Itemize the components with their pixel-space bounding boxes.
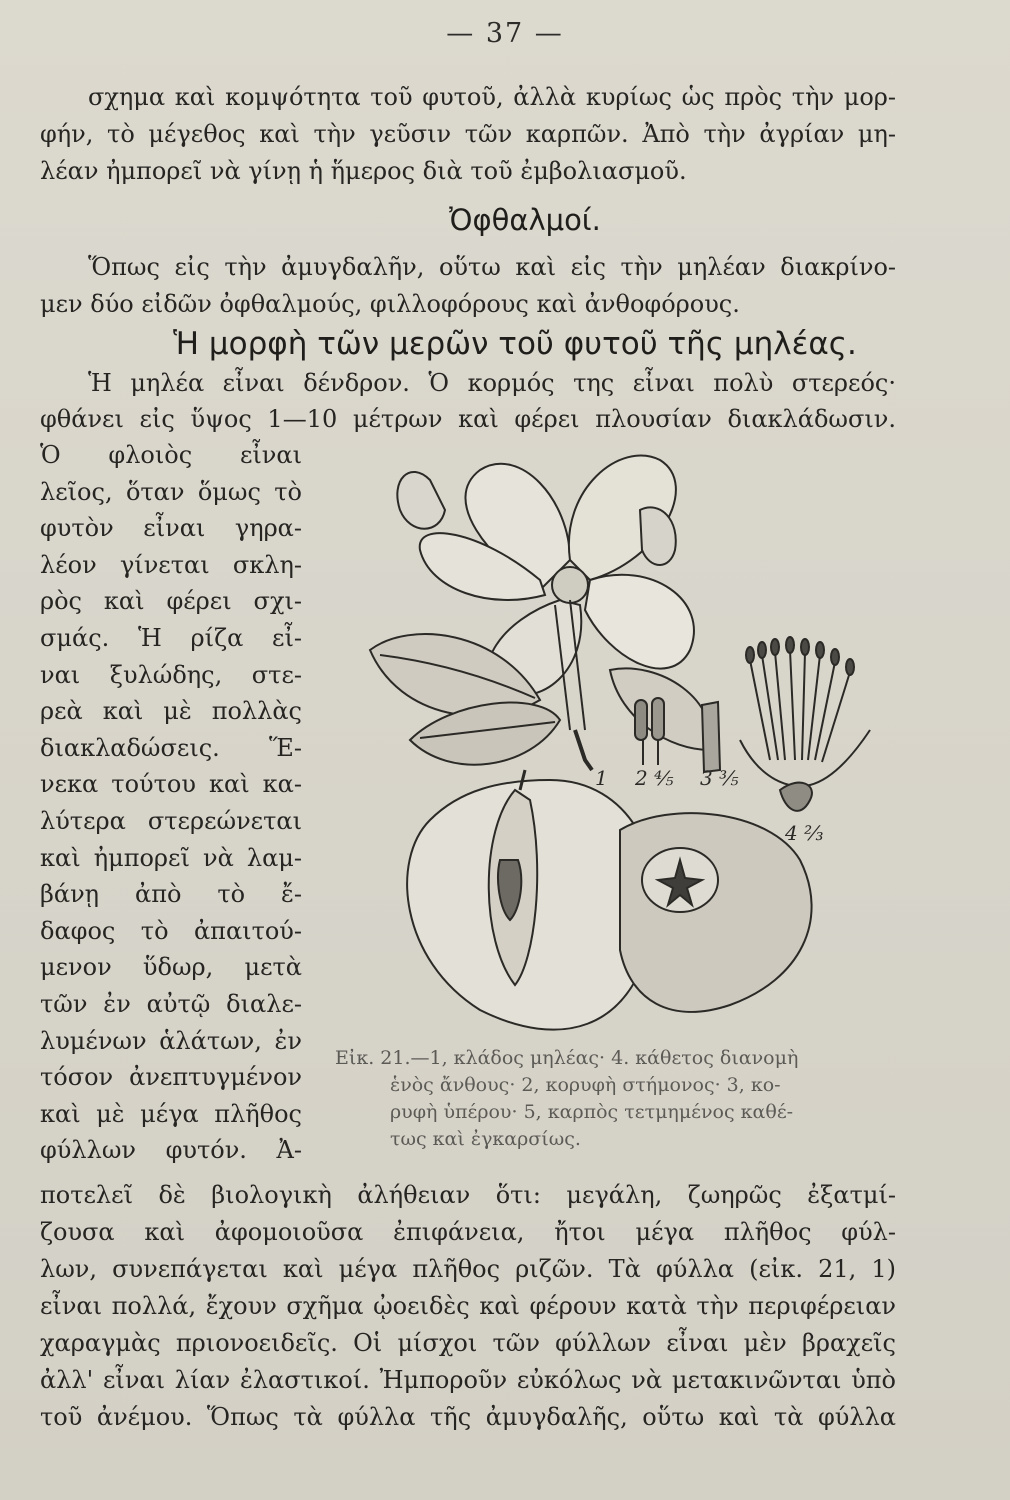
text-line: φθάνει εἰς ὕψος 1—10 μέτρων καὶ φέρει πλουσίαν διακλάδωσιν. xyxy=(40,405,896,433)
flower-section xyxy=(740,637,870,811)
column-text-line: τῶν ἐν αὐτῷ διαλε- xyxy=(40,990,302,1018)
text-line: μεν δύο εἰδῶν ὀφθαλμούς, φιλλοφόρους καὶ ἀνθοφόρους. xyxy=(40,290,740,318)
column-text-line: νεκα τούτου καὶ κα- xyxy=(40,770,302,799)
figure-caption-line: τως καὶ ἐγκαρσίως. xyxy=(390,1128,581,1150)
column-text-line: τόσον ἀνεπτυγμένον xyxy=(40,1063,302,1092)
page-number: — 37 — xyxy=(446,18,564,49)
text-line: σχημα καὶ κομψότητα τοῦ φυτοῦ, ἀλλὰ κυρίως ὡς πρὸς τὴν μορ- xyxy=(88,83,896,111)
text-line: Ὅπως εἰς τὴν ἀμυγδαλῆν, οὕτω καὶ εἰς τὴν μηλέαν διακρίνο- xyxy=(88,253,896,281)
column-text-line: ρεὰ καὶ μὲ πολλὰς xyxy=(40,697,302,726)
column-text-line: δαφος τὸ ἀπαιτού- xyxy=(40,916,302,945)
figure-label: 4 ⅔ xyxy=(785,821,824,845)
column-text-line: διακλαδώσεις. Ἕ- xyxy=(40,733,302,762)
text-line: λων, συνεπάγεται καὶ μέγα πλῆθος ριζῶν. Τὰ φύλλα (εἰκ. 21, 1) xyxy=(40,1255,896,1283)
column-text-line: καὶ ἠμπορεῖ νὰ λαμ- xyxy=(40,843,302,872)
column-text-line: καὶ μὲ μέγα πλῆθος xyxy=(40,1099,302,1128)
column-text-line: ναι ξυλώδης, στε- xyxy=(40,660,302,689)
column-text-line: ρὸς καὶ φέρει σχι- xyxy=(40,587,302,616)
column-text-line: λεῖος, ὅταν ὅμως τὸ xyxy=(40,477,302,506)
apple-cross-section xyxy=(620,813,812,1012)
apple-tree-illustration xyxy=(330,440,910,1040)
apple-vertical-section xyxy=(407,770,655,1030)
column-text-line: λέον γίνεται σκλη- xyxy=(40,550,302,579)
text-line: εἶναι πολλά, ἔχουν σχῆμα ᾠοειδὲς καὶ φέρουν κατὰ τὴν περιφέρειαν xyxy=(40,1292,896,1320)
column-text-line: φυτὸν εἶναι γηρα- xyxy=(40,514,302,543)
engraving-svg xyxy=(330,440,910,1040)
figure-label: 2 ⅘ xyxy=(635,766,674,790)
text-line: λέαν ἠμπορεῖ νὰ γίνῃ ἡ ἥμερος διὰ τοῦ ἐμβολιασμοῦ. xyxy=(40,157,687,185)
text-line: ἀλλ' εἶναι λίαν ἐλαστικοί. Ἠμποροῦν εὐκόλως νὰ μετακινῶνται ὑπὸ xyxy=(40,1366,896,1394)
column-text-line: φύλλων φυτόν. Ἀ- xyxy=(40,1136,302,1165)
figure-label: 3 ⅗ xyxy=(700,766,739,790)
text-line: Ἡ μηλέα εἶναι δένδρον. Ὁ κορμός της εἶναι πολὺ στερεός· xyxy=(88,369,896,397)
figure-label: 1 xyxy=(595,766,608,790)
figure-caption-line: ἑνὸς ἄνθους· 2, κορυφὴ στήμονος· 3, κο- xyxy=(390,1074,781,1096)
column-text-line: λυμένων ἁλάτων, ἐν xyxy=(40,1026,302,1055)
column-text-line: σμάς. Ἡ ρίζα εἶ- xyxy=(40,624,302,652)
column-text-line: λύτερα στερεώνεται xyxy=(40,807,302,835)
section-heading: Ὀφθαλμοί. xyxy=(449,203,601,237)
text-line: ποτελεῖ δὲ βιολογικὴ ἀλήθειαν ὅτι: μεγάλη, ζωηρῶς ἐξατμί- xyxy=(40,1181,896,1209)
column-text-line: μενον ὕδωρ, μετὰ xyxy=(40,953,302,982)
column-text-line: βάνῃ ἀπὸ τὸ ἔ- xyxy=(40,880,302,909)
text-line: φήν, τὸ μέγεθος καὶ τὴν γεῦσιν τῶν καρπῶν. Ἀπὸ τὴν ἀγρίαν μη- xyxy=(40,120,896,148)
figure-caption-line: Εἰκ. 21.—1, κλάδος μηλέας· 4. κάθετος διανομὴ xyxy=(335,1047,799,1069)
figure-caption-line: ρυφὴ ὑπέρου· 5, καρπὸς τετμημένος καθέ- xyxy=(390,1101,794,1123)
text-line: τοῦ ἀνέμου. Ὅπως τὰ φύλλα τῆς ἀμυγδαλῆς, οὕτω καὶ τὰ φύλλα xyxy=(40,1403,896,1431)
section-heading: Ἡ μορφὴ τῶν μερῶν τοῦ φυτοῦ τῆς μηλέας. xyxy=(173,326,857,362)
text-line: χαραγμὰς πριονοειδεῖς. Οἱ μίσχοι τῶν φύλλων εἶναι μὲν βραχεῖς xyxy=(40,1329,896,1357)
column-text-line: Ὁ φλοιὸς εἶναι xyxy=(40,441,302,469)
text-line: ζουσα καὶ ἀφομοιοῦσα ἐπιφάνεια, ἤτοι μέγα πλῆθος φύλ- xyxy=(40,1218,896,1246)
